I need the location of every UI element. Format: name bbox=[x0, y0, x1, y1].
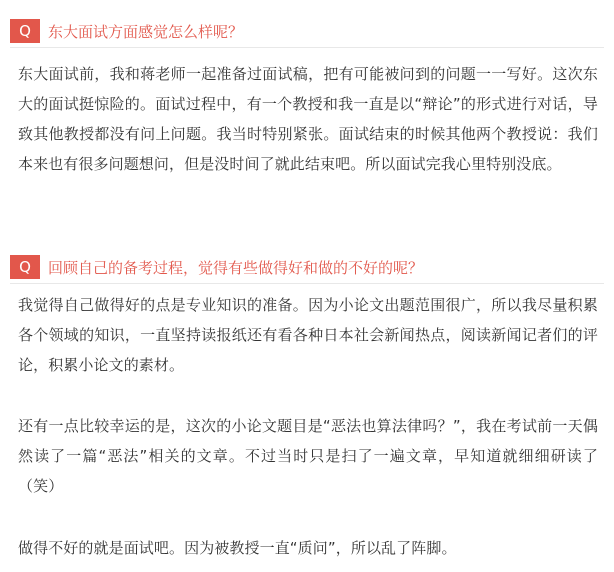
question-header-1 bbox=[10, 19, 604, 43]
question-badge: Q bbox=[10, 255, 40, 279]
question-header-2 bbox=[10, 255, 604, 279]
question-text: 东大面试方面感觉怎么样呢？ bbox=[48, 22, 244, 41]
answer-paragraph: 还有一点比较幸运的是，这次的小论文题目是“恶法也算法律吗？”，我在考试前一天偶然读了一篇“恶法”相关的文章。不过当时只是扫了一遍文章，早知道就细细研读了（笑） bbox=[18, 417, 598, 495]
answer-paragraph: 东大面试前，我和蒋老师一起准备过面试稿，把有可能被问到的问题一一写好。这次东大的面试挺惊险的。面试过程中，有一个教授和我一直是以“辩论”的形式进行对话，导致其他教授都没有问上问题。我当时特别紧张。面试结束的时候其他两个教授说：我们本来也有很多问题想问，但是没时间了就此结束吧。所以面试完我心里特别没底。 bbox=[18, 65, 598, 173]
question-badge: Q bbox=[10, 19, 40, 43]
divider bbox=[10, 47, 604, 48]
divider bbox=[10, 283, 604, 284]
answer-paragraph: 我觉得自己做得好的点是专业知识的准备。因为小论文出题范围很广，所以我尽量积累各个领域的知识，一直坚持读报纸还有看各种日本社会新闻热点，阅读新闻记者们的评论，积累小论文的素材。 bbox=[18, 296, 598, 374]
answer-paragraph: 做得不好的就是面试吧。因为被教授一直“质问”，所以乱了阵脚。 bbox=[18, 539, 457, 557]
question-text: 回顾自己的备考过程，觉得有些做得好和做的不好的呢？ bbox=[48, 258, 424, 277]
